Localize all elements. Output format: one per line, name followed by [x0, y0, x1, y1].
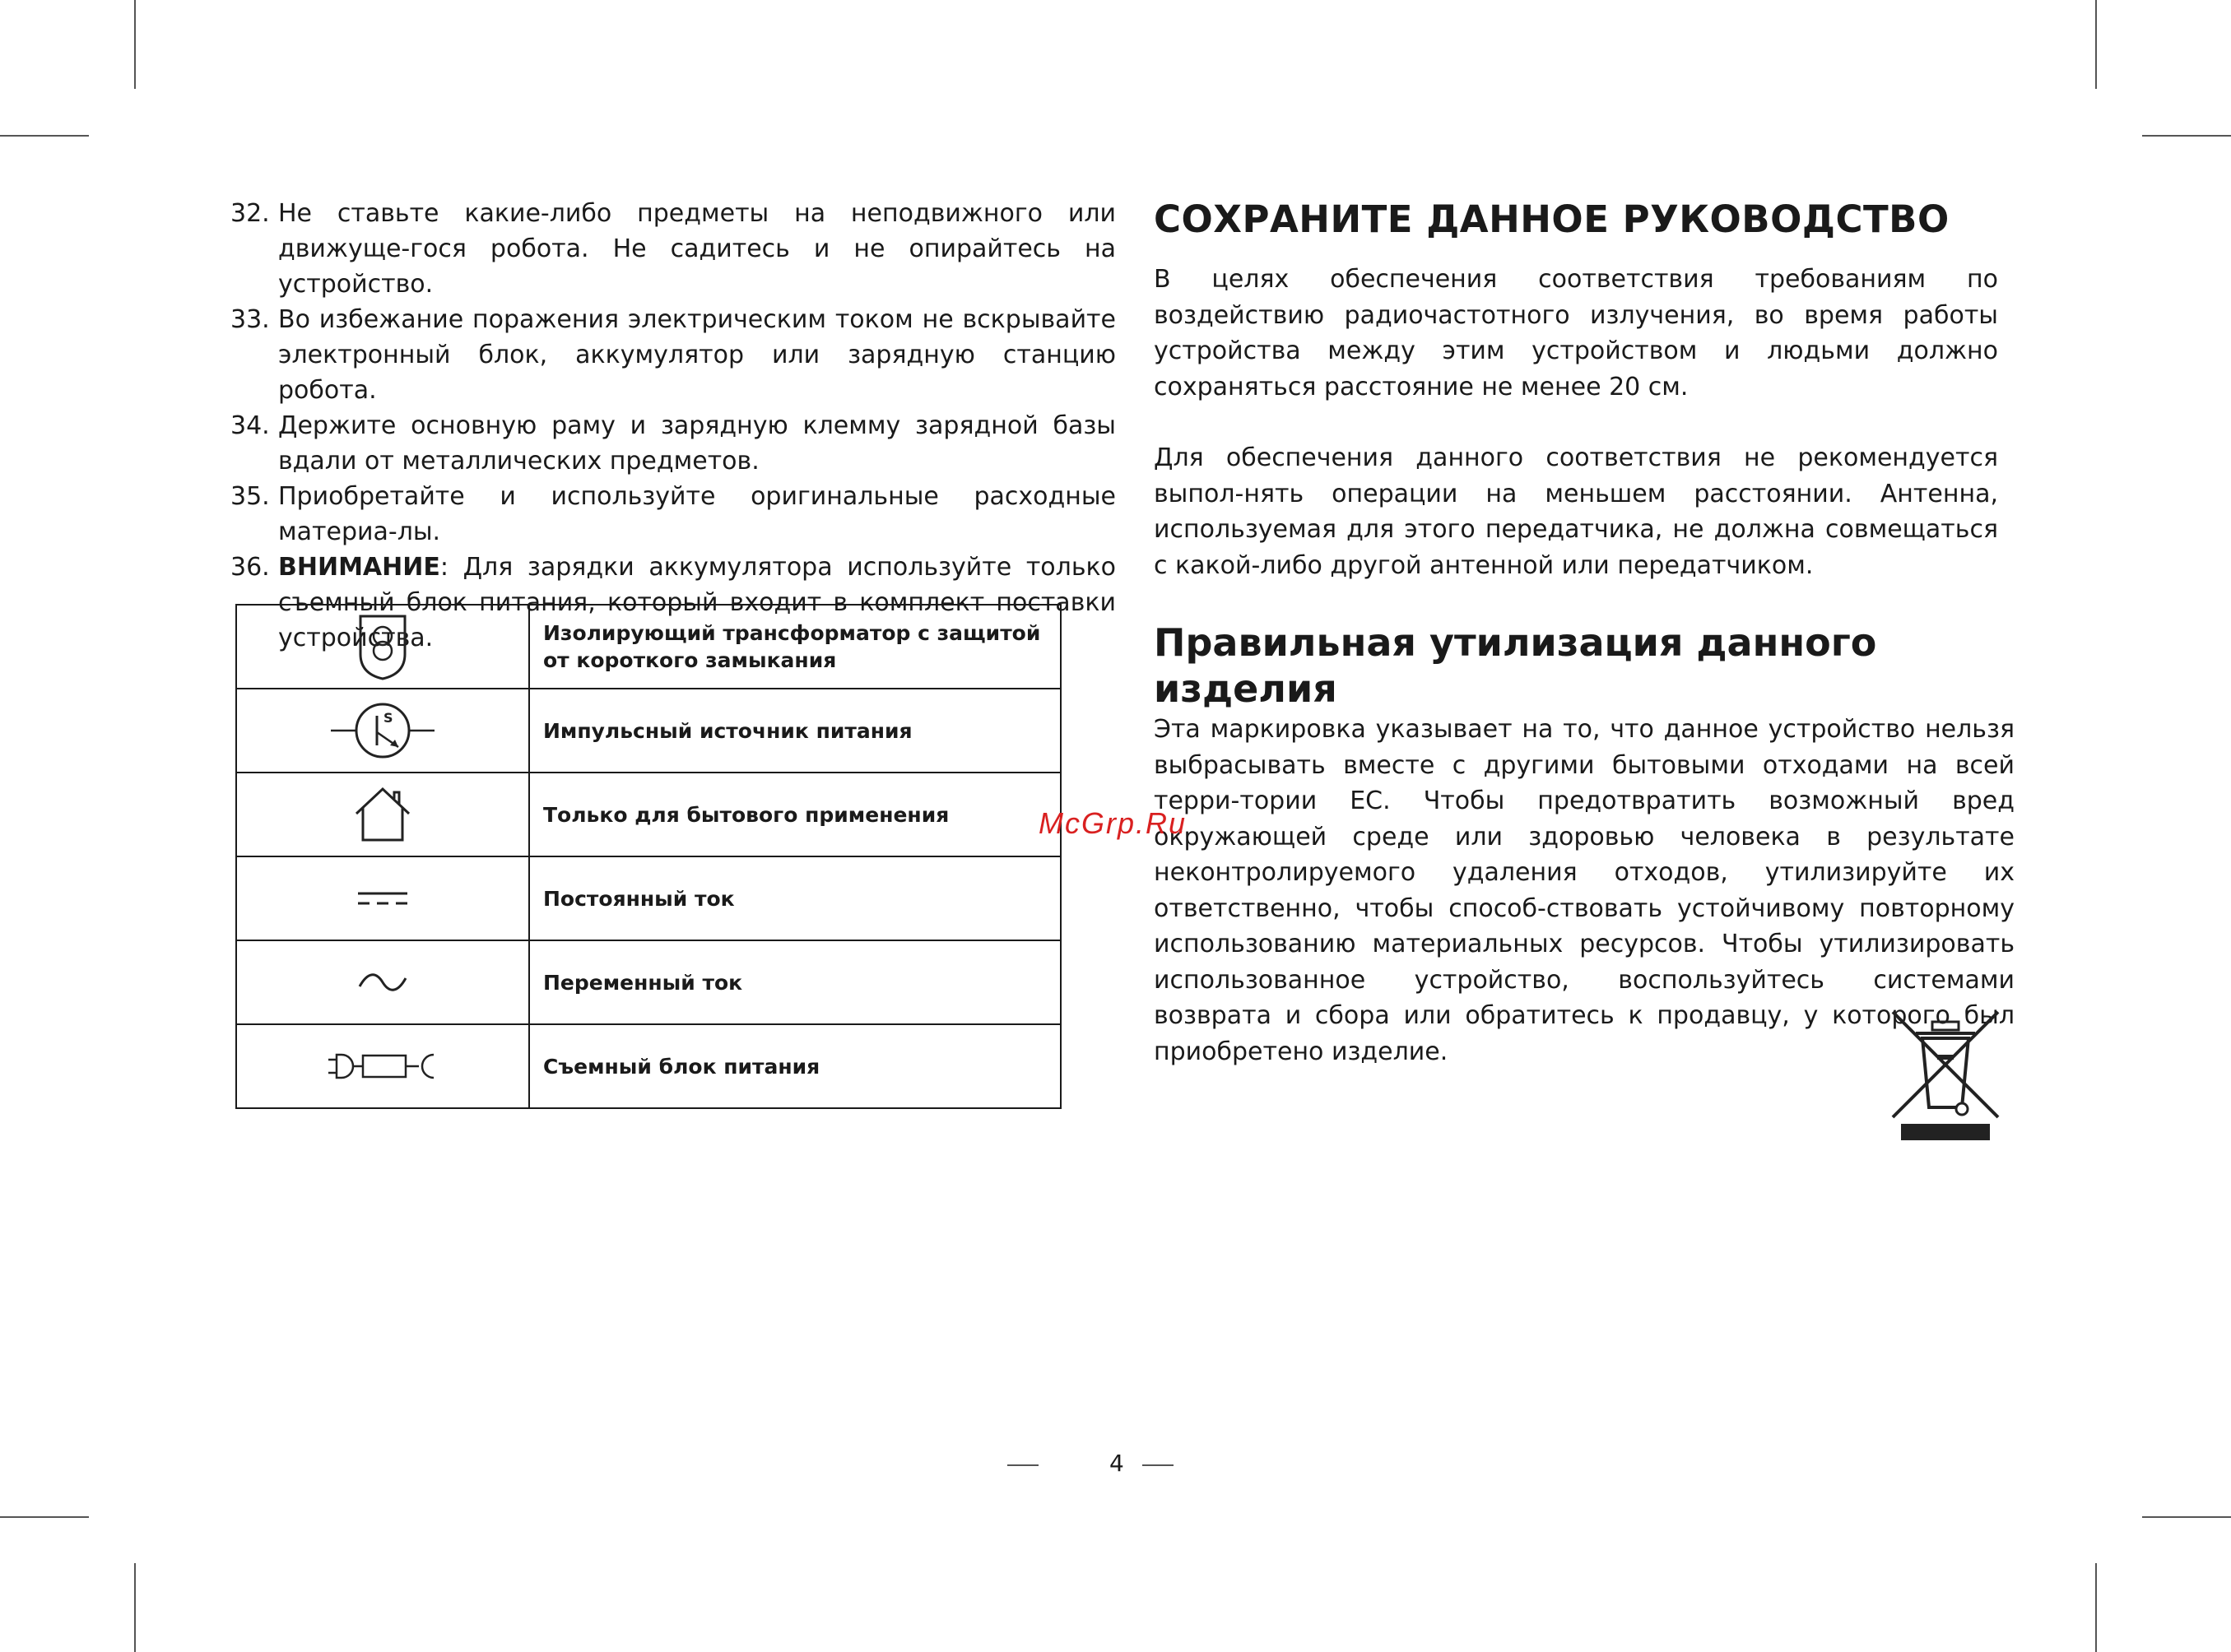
- disposal-paragraph: Эта маркировка указывает на то, что данное устройство нельзя выбрасывать вместе с другими бытовыми отходами на всей терри-тории ЕС. Чтобы предотвратить возможный вред окружающей среде или здоровью человека в результате неконтролируемого удаления отходов, утилизируйте их ответственно, чтобы способ-ствовать устойчивому повторному использованию материальных ресурсов. Чтобы утилизировать использованное устройство, воспользуйтесь системами возврата и сбора или обратитесь к продавцу, у которого был приобретено изделие.: [1154, 715, 2015, 1066]
- table-row: [236, 856, 1061, 940]
- item-number: 32.: [230, 199, 270, 228]
- symbol-description: [529, 940, 1061, 1024]
- crop-mark: [0, 135, 89, 137]
- symbols-table: [235, 604, 1062, 1109]
- safety-rules-column: [230, 196, 1116, 656]
- symbol-label: Импульсный источник питания: [543, 718, 913, 743]
- symbol-label: Съемный блок питания: [543, 1054, 820, 1079]
- table-row: [236, 605, 1061, 689]
- symbol-label: Постоянный ток: [543, 886, 735, 911]
- rf-exposure-paragraph: В целях обеспечения соответствия требованиям по воздействию радиочастотного излучения, во время работы устройства между этим устройством и людьми должно сохраняться расстояние не менее 20 см.: [1154, 265, 1998, 401]
- crop-mark: [134, 0, 136, 89]
- symbol-description: [529, 773, 1061, 856]
- crop-mark: [2095, 0, 2097, 89]
- warning-label: ВНИМАНИЕ: [278, 553, 440, 582]
- isolating-transformer-icon: [354, 611, 411, 682]
- page-number-rule: [1007, 1464, 1039, 1466]
- symbol-cell: [236, 605, 529, 689]
- table-row: [236, 689, 1061, 773]
- safety-rules-list: [230, 196, 1116, 656]
- symbol-label: от короткого замыкания: [543, 648, 837, 672]
- weee-crossed-bin-icon: [1889, 1009, 2001, 1144]
- symbol-description: [529, 856, 1061, 940]
- disposal-title: Правильная утилизация данного изделия: [1154, 620, 1877, 711]
- table-row: [236, 940, 1061, 1024]
- list-item: [230, 479, 1116, 550]
- symbol-label: Переменный ток: [543, 970, 743, 995]
- detachable-power-supply-icon: [327, 1048, 439, 1084]
- crop-mark: [134, 1563, 136, 1652]
- household-use-icon: [351, 786, 414, 843]
- save-manual-title: СОХРАНИТЕ ДАННОЕ РУКОВОДСТВО: [1154, 197, 1950, 241]
- antenna-paragraph: Для обеспечения данного соответствия не рекомендуется выпол-нять операции на меньшем расстоянии. Антенна, используемая для этого передатчика, не должна совмещаться с какой-либо другой антенной или передатчиком.: [1154, 443, 1998, 580]
- list-item: [230, 302, 1116, 408]
- item-number: 35.: [230, 482, 270, 511]
- list-item: [230, 196, 1116, 302]
- table-row: [236, 773, 1061, 856]
- page-number: 4: [1109, 1450, 1124, 1477]
- symbol-label: Только для бытового применения: [543, 802, 950, 827]
- item-text: Держите основную раму и зарядную клемму зарядной базы вдали от металлических предметов.: [278, 411, 1116, 476]
- alternating-current-icon: [356, 970, 409, 995]
- item-number: 33.: [230, 305, 270, 334]
- direct-current-icon: [356, 889, 409, 908]
- svg-text:S: S: [383, 710, 393, 726]
- page-number-rule: [1142, 1464, 1174, 1466]
- item-text: Не ставьте какие-либо предметы на неподвижного или движуще-гося робота. Не садитесь и не опирайтесь на устройство.: [278, 199, 1116, 299]
- item-text: : Для зарядки аккумулятора используйте только съемный блок питания, который входит в комплект поставки устройства.: [278, 553, 1116, 652]
- symbol-cell: [236, 856, 529, 940]
- symbol-description: [529, 605, 1061, 689]
- symbol-cell: [236, 773, 529, 856]
- item-text: Во избежание поражения электрическим током не вскрывайте электронный блок, аккумулятор или зарядную станцию робота.: [278, 305, 1116, 405]
- watermark: McGrp.Ru: [1039, 806, 1188, 840]
- list-item: [230, 408, 1116, 479]
- symbol-description: [529, 1024, 1061, 1108]
- crop-mark: [2142, 1516, 2231, 1518]
- item-number: 34.: [230, 411, 270, 440]
- item-text: Приобретайте и используйте оригинальные расходные материа-лы.: [278, 482, 1116, 546]
- crop-mark: [2095, 1563, 2097, 1652]
- symbol-cell: [236, 1024, 529, 1108]
- info-column: [1154, 196, 2016, 1070]
- symbol-description: [529, 689, 1061, 773]
- crop-mark: [0, 1516, 89, 1518]
- symbol-label: Изолирующий трансформатор с защитой: [543, 621, 1041, 645]
- crop-mark: [2142, 135, 2231, 137]
- symbol-cell: [236, 689, 529, 773]
- switch-mode-power-supply-icon: [329, 698, 436, 763]
- table-row: [236, 1024, 1061, 1108]
- symbol-cell: [236, 940, 529, 1024]
- item-number: 36.: [230, 553, 270, 582]
